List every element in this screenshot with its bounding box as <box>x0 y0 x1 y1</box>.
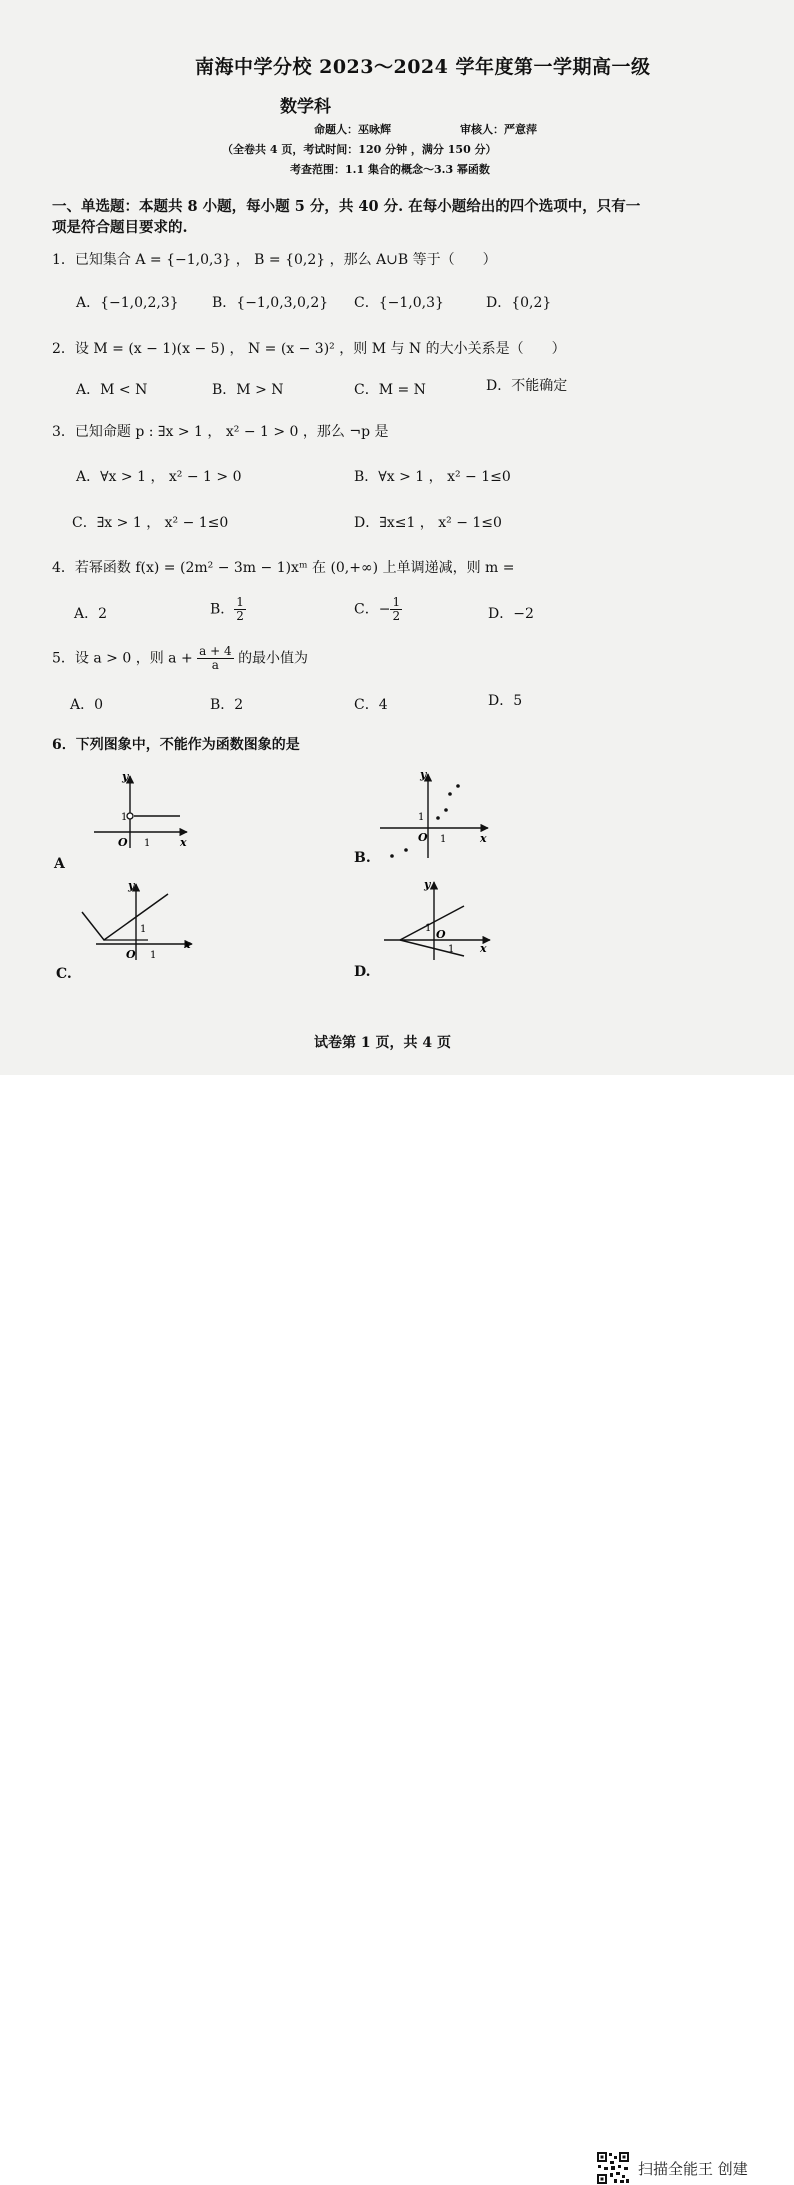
q4-option-b-den: 2 <box>236 609 244 623</box>
graph-a-y-label: y <box>122 770 129 783</box>
graph-d-y-one: 1 <box>425 923 432 934</box>
q6-label-d: D. <box>354 964 371 980</box>
q4-option-c <box>354 596 402 623</box>
graph-b-y-label: y <box>420 768 427 781</box>
q6-label-a: A <box>54 856 65 872</box>
graph-b-point-2 <box>404 848 408 852</box>
graph-a-x-label: x <box>180 836 187 849</box>
section1-line1: 一、单选题：本题共 8 小题，每小题 5 分，共 40 分. 在每小题给出的四个选项中，只有一 <box>52 198 641 215</box>
q3-stem: 3．已知命题 p : ∃x > 1 ， x² − 1 > 0 ，那么 ¬p 是 <box>52 424 389 440</box>
q3-option-a: A．∀x > 1 ， x² − 1 > 0 <box>76 469 242 485</box>
graph-a-y-one: 1 <box>121 812 128 823</box>
q5-option-c: C．4 <box>354 697 388 713</box>
q3-option-c: C．∃x > 1 ， x² − 1≤0 <box>72 515 229 531</box>
q1-option-a: A．{−1,0,2,3} <box>76 295 179 311</box>
q5-option-b: B．2 <box>210 697 244 713</box>
q5-option-d: D．5 <box>488 693 523 709</box>
graph-a-x-one: 1 <box>144 838 151 849</box>
q5-stem-part2: 的最小值为 <box>238 650 309 667</box>
graph-c-x-one: 1 <box>150 950 157 961</box>
q5-fraction <box>197 645 233 672</box>
q2-stem: 2．设 M = (x − 1)(x − 5) ， N = (x − 3)² ，则 M 与 N 的大小关系是（ ） <box>52 341 566 357</box>
q2-option-c: C．M = N <box>354 382 426 398</box>
graph-c-curve-upper <box>82 894 168 940</box>
q6-label-c: C. <box>56 966 72 982</box>
q3-option-b: B．∀x > 1 ， x² − 1≤0 <box>354 469 511 485</box>
q6-graph-b <box>374 768 494 863</box>
graph-d-y-label: y <box>424 878 431 891</box>
graph-d-line-lower <box>400 940 464 956</box>
q2-option-a: A．M < N <box>76 382 148 398</box>
q1-stem: 1．已知集合 A = {−1,0,3} ， B = {0,2} ，那么 A∪B 等于（ ） <box>52 252 497 268</box>
graph-d-x-one: 1 <box>448 944 455 955</box>
q4-option-c-fraction <box>390 596 402 623</box>
scanner-brand: 扫描全能王 创建 <box>638 2160 748 2178</box>
q4-option-c-den: 2 <box>392 609 401 623</box>
exam-page <box>0 0 794 1075</box>
exam-subject: 数学科 <box>280 97 331 117</box>
graph-b-point-6 <box>456 784 460 788</box>
graph-d-line-upper <box>400 906 464 940</box>
section1-line2: 项是符合题目要求的. <box>52 219 188 236</box>
page-footer: 试卷第 1 页，共 4 页 <box>314 1035 451 1051</box>
q4-option-b-num: 1 <box>236 595 244 609</box>
q4-stem: 4．若幂函数 f(x) = (2m² − 3m − 1)xᵐ 在 (0,+∞) 上单调递减，则 m = <box>52 560 515 576</box>
q5-stem <box>52 645 308 672</box>
graph-d-x-label: x <box>480 942 487 955</box>
q6-label-b: B. <box>354 850 371 866</box>
graph-a-origin: O <box>118 836 128 849</box>
q4-option-a: A．2 <box>74 606 108 622</box>
graph-c-y-one: 1 <box>140 924 147 935</box>
q5-stem-part1: 5．设 a > 0 ，则 a + <box>52 650 193 667</box>
graph-b-x-one: 1 <box>440 834 447 845</box>
graph-c-origin: O <box>126 948 136 961</box>
q6-stem: 6．下列图象中，不能作为函数图象的是 <box>52 737 300 753</box>
qr-code-icon <box>596 2151 630 2185</box>
exam-title: 南海中学分校 2023～2024 学年度第一学期高一级 <box>195 56 651 78</box>
q4-option-b-fraction <box>234 596 246 623</box>
scanner-watermark-bar <box>0 1075 794 2178</box>
graph-b-point-4 <box>444 808 448 812</box>
q5-option-a: A．0 <box>70 697 104 713</box>
exam-info: （全卷共 4 页，考试时间：120 分钟 ，满分 150 分） <box>222 143 497 156</box>
q4-option-c-num: 1 <box>392 595 401 609</box>
reviewer: 审核人：严意萍 <box>460 123 537 136</box>
q1-option-d: D．{0,2} <box>486 295 552 311</box>
q4-option-c-label: C．− <box>354 601 391 618</box>
graph-b-point-5 <box>448 792 452 796</box>
q6-graph-a <box>84 768 194 853</box>
graph-b-point-3 <box>436 816 440 820</box>
author: 命题人：巫咏辉 <box>314 123 391 136</box>
q6-graph-d <box>378 876 498 966</box>
q5-fraction-num: a + 4 <box>199 644 232 658</box>
graph-d-origin: O <box>436 928 446 941</box>
graph-b-x-label: x <box>480 832 487 845</box>
q3-option-d: D．∃x≤1 ， x² − 1≤0 <box>354 515 502 531</box>
q6-graph-c <box>76 878 196 963</box>
q2-option-d: D．不能确定 <box>486 378 568 394</box>
graph-a-open-point <box>127 813 133 819</box>
q1-option-c: C．{−1,0,3} <box>354 295 444 311</box>
graph-b-point-1 <box>390 854 394 858</box>
graph-b-y-one: 1 <box>418 812 425 823</box>
exam-scope: 考查范围：1.1 集合的概念～3.3 幂函数 <box>290 163 490 176</box>
q1-option-b: B．{−1,0,3,0,2} <box>212 295 329 311</box>
graph-c-y-label: y <box>128 879 135 892</box>
q4-option-b-label: B． <box>210 601 235 618</box>
q4-option-b <box>210 596 246 623</box>
graph-b-origin: O <box>418 831 428 844</box>
q5-fraction-den: a <box>211 658 219 672</box>
q4-option-d: D．−2 <box>488 606 534 622</box>
q2-option-b: B．M > N <box>212 382 284 398</box>
graph-c-x-label: x <box>184 938 191 951</box>
